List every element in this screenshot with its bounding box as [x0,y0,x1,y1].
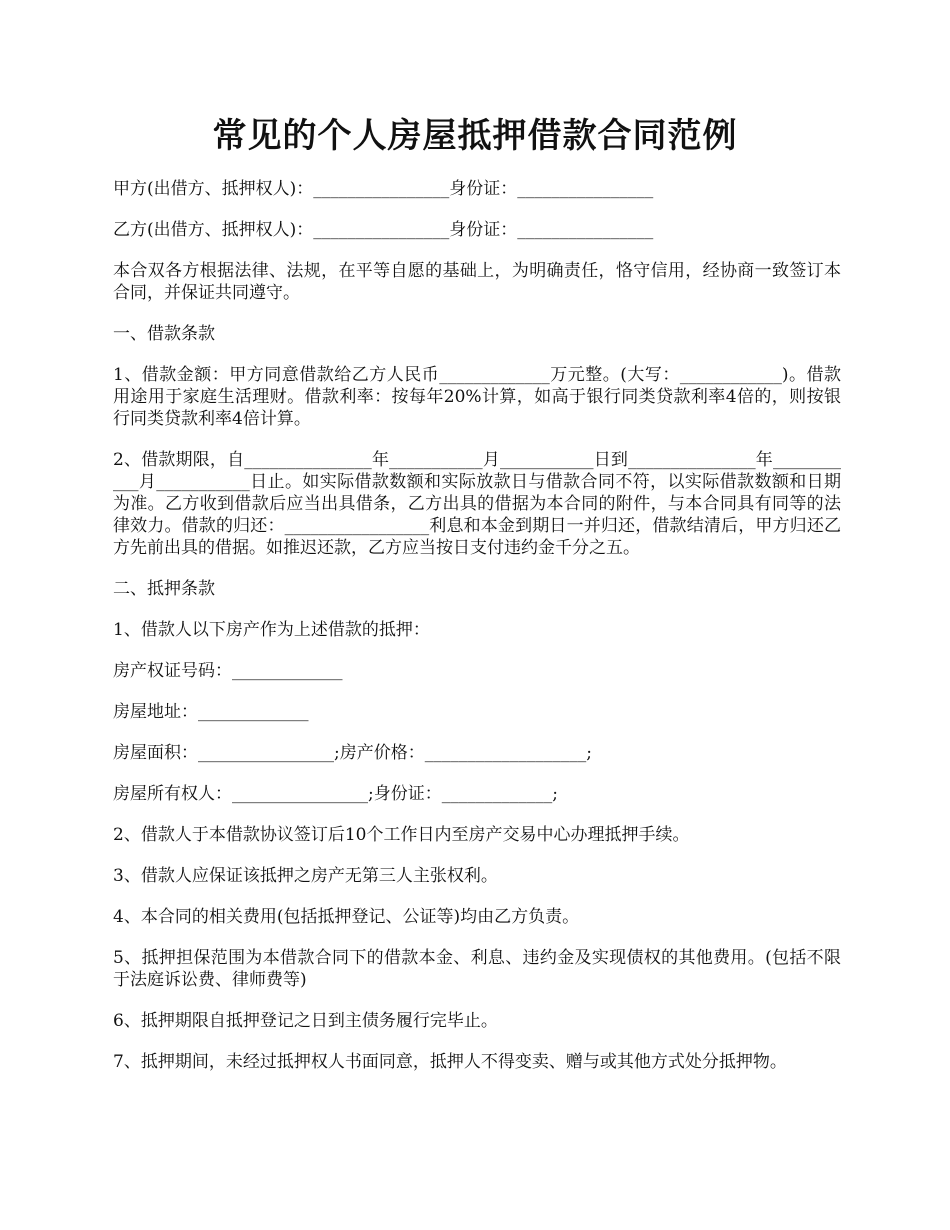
document-body [113,178,841,1092]
section-heading-loan-terms: 一、借款条款 [113,324,215,344]
mortgage-property-intro: 1、借款人以下房产作为上述借款的抵押： [113,620,430,640]
mortgage-clause-6: 6、抵押期限自抵押登记之日到主债务履行完毕止。 [113,1011,498,1031]
property-address-line: 房屋地址：_____________ [113,702,309,722]
loan-period-paragraph: 2、借款期限，自_______________年___________月___________日到_______________年___________月___________日止。如实际借款数额和实际放款日与借款合同不符，以实际借款数额和日期为准。乙方收到借款后应当出具借条，乙方出具的借据为本合同的附件，与本合同具有同等的法律效力。借款的归还：_________________利息和本金到期日一并归还，借款结清后，甲方归还乙方先前出具的借据。如推迟还款，乙方应当按日支付违约金千分之五。 [113,450,841,558]
mortgage-clause-5: 5、抵押担保范围为本借款合同下的借款本金、利息、违约金及实现债权的其他费用。(包括不限于法庭诉讼费、律师费等) [113,948,841,990]
property-certificate-line: 房产权证号码：_____________ [113,661,343,681]
loan-amount-paragraph: 1、借款金额：甲方同意借款给乙方人民币_____________万元整。(大写：____________)。借款用途用于家庭生活理财。借款利率：按每年20%计算，如高于银行同类贷款利率4倍的，则按银行同类贷款利率4倍计算。 [113,365,841,429]
party-b-line: 乙方(出借方、抵押权人)：________________身份证：________________ [113,220,654,240]
section-heading-mortgage-terms: 二、抵押条款 [113,579,215,599]
mortgage-clause-4: 4、本合同的相关费用(包括抵押登记、公证等)均由乙方负责。 [113,907,580,927]
property-area-price-line: 房屋面积：________________;房产价格：___________________; [113,743,592,763]
document-title: 常见的个人房屋抵押借款合同范例 [212,116,738,156]
mortgage-clause-7: 7、抵押期间，未经过抵押权人书面同意，抵押人不得变卖、赠与或其他方式处分抵押物。 [113,1052,787,1072]
property-owner-line: 房屋所有权人：________________;身份证：_____________; [113,784,558,804]
party-a-line: 甲方(出借方、抵押权人)：________________身份证：________________ [113,179,654,199]
mortgage-clause-2: 2、借款人于本借款协议签订后10个工作日内至房产交易中心办理抵押手续。 [113,825,690,845]
preamble-paragraph: 本合双各方根据法律、法规，在平等自愿的基础上，为明确责任，恪守信用，经协商一致签订本合同，并保证共同遵守。 [113,261,841,303]
mortgage-clause-3: 3、借款人应保证该抵押之房产无第三人主张权利。 [113,866,498,886]
